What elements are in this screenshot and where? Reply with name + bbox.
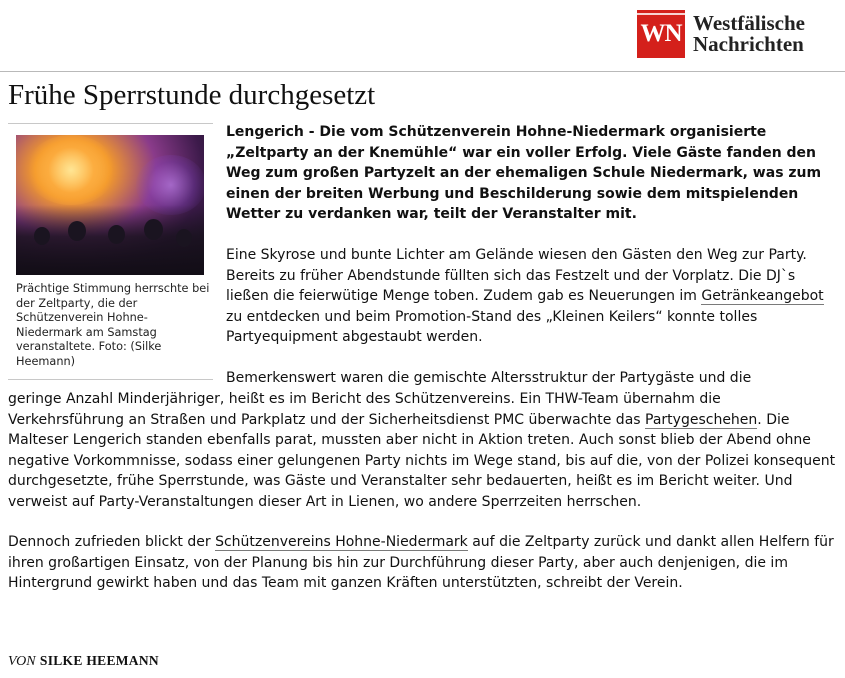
article-author	[8, 652, 159, 671]
link-schuetzenverein[interactable]: Schützenvereins Hohne-Niedermark	[215, 534, 468, 550]
wn-logo-badge: WN	[637, 10, 685, 58]
image-top-divider	[8, 123, 213, 124]
image-caption: Prächtige Stimmung herrschte bei der Zeltparty, die der Schützenverein Hohne-Niedermark am Samstag veranstaltete. Foto: (Silke Heemann)	[16, 282, 210, 368]
paragraph-1-text-end: zu entdecken und beim Promotion-Stand des „Kleinen Keilers“ konnte tolles Partyequipment abgestaubt werden.	[226, 308, 758, 346]
paragraph-2	[8, 389, 838, 513]
logo-line-2: Nachrichten	[693, 32, 804, 56]
photo-light-glow	[26, 135, 116, 205]
link-partygeschehen[interactable]: Partygeschehen	[645, 411, 758, 428]
photo-silhouette	[68, 221, 86, 241]
photo-silhouette	[144, 219, 163, 240]
article-title: Frühe Sperrstunde durchgesetzt	[8, 79, 376, 111]
article-lead: Lengerich - Die vom Schützenverein Hohne-Niedermark organisierte „Zeltparty an der Knemühle“ war ein voller Erfolg. Viele Gäste fanden den Weg zum großen Partyzelt an der ehemaligen Schule Niedermark, was zum einen der breiten Werbung und Beschilderung sowie dem mitspielenden Wetter zu verdanken war, teilt der Veranstalter mit.	[226, 124, 822, 223]
image-bottom-divider	[8, 379, 213, 380]
article-photo[interactable]	[16, 135, 204, 275]
paragraph-1-text: Eine Skyrose und bunte Lichter am Gelände wiesen den Gästen den Weg zur Party. Bereits zu früher Abendstunde füllten sich das Festzelt und der Vorplatz. Die DJ`s ließen die feierwütige Menge toben. Zudem gab es Neuerungen im	[226, 247, 807, 305]
link-getraenkeangebot[interactable]: Getränkeangebot	[701, 288, 824, 305]
header-divider	[0, 71, 845, 72]
logo-line-1: Westfälische	[693, 11, 805, 35]
paragraph-2-text: geringe Anzahl Minderjähriger, heißt es im Bericht des Schützenvereins. Ein THW-Team übernahm die Verkehrsführung an Straßen und Parkplatz und der Sicherheitsdienst PMC überwachte das	[8, 391, 721, 428]
paragraph-1	[226, 245, 838, 348]
photo-silhouette	[176, 229, 192, 247]
paragraph-2-text-end: . Die Malteser Lengerich standen ebenfalls parat, mussten aber nicht in Aktion treten. Auch sonst blieb der Abend ohne negative Vorkommnisse, sodass einer gelungenen Party nichts im Wege stand, bis auf die, von der Polizei konsequent durchgesetzte, frühe Sperrstunde, was Gäste und Veranstalter sehr bedauerten, heißt es im Bericht weiter. Und verweist auf Party-Veranstaltungen dieser Art in Lienen, wo andere Sperrzeiten herrschen.	[8, 411, 836, 510]
photo-silhouette	[34, 227, 50, 245]
wn-logo-text	[693, 13, 805, 55]
photo-silhouette	[108, 225, 125, 244]
author-name: SILKE HEEMANN	[39, 653, 159, 668]
wn-logo[interactable]	[637, 10, 837, 60]
paragraph-2-first-line: Bemerkenswert waren die gemischte Altersstruktur der Partygäste und die	[226, 370, 752, 386]
paragraph-3-text-end: auf die Zeltparty zurück und dankt allen Helfern für ihren großartigen Einsatz, von der Planung bis hin zur Durchführung dieser Party, aber auch denjenigen, die im Hintergrund gewirkt haben und das Team mit ganzen Kräften unterstützten, schreibt der Verein.	[8, 534, 834, 592]
paragraph-3	[8, 532, 838, 594]
paragraph-3-text: Dennoch zufrieden blickt der	[8, 534, 216, 550]
author-prefix: VON	[8, 654, 36, 669]
